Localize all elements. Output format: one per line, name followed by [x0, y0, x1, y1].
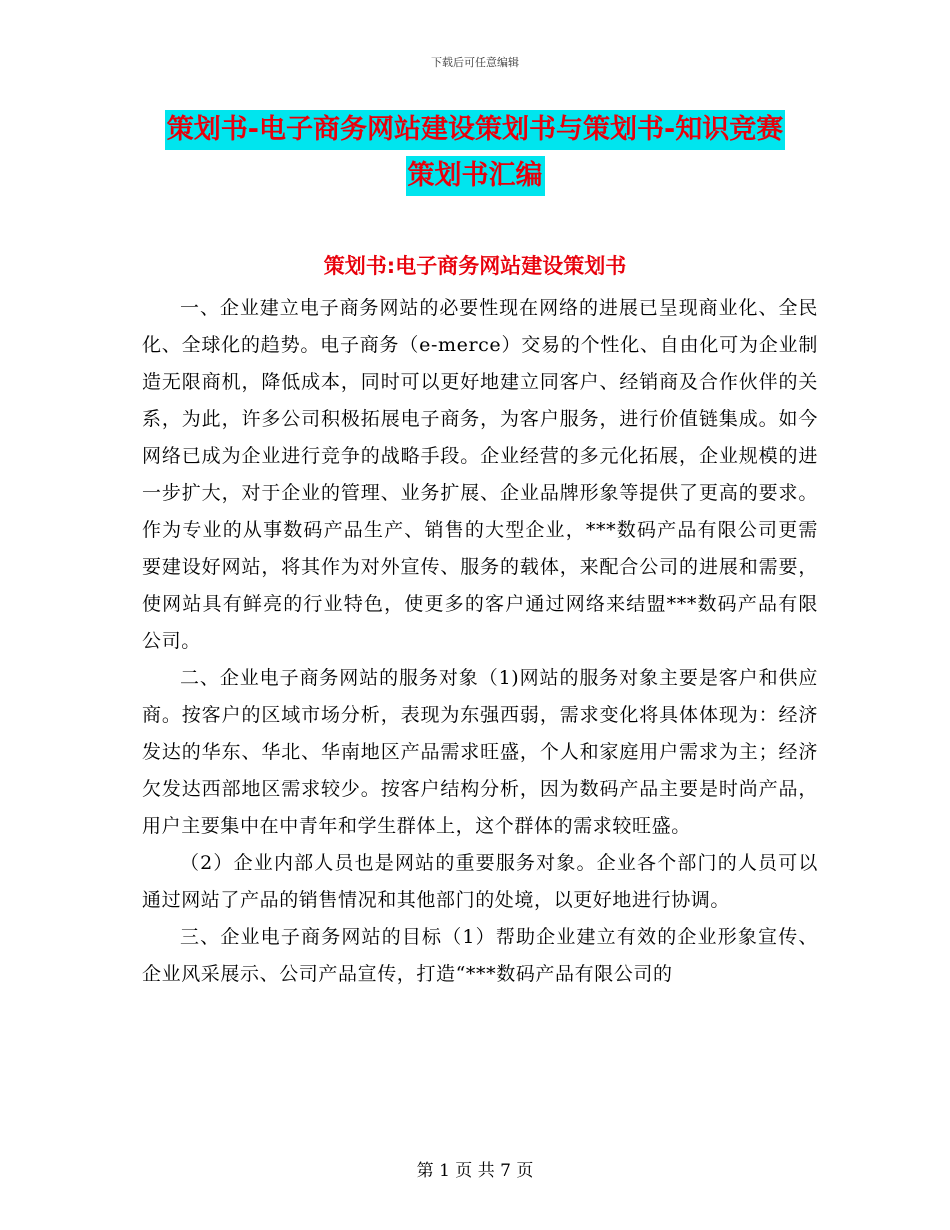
document-title: [0, 110, 950, 196]
section-subtitle: 策划书:电子商务网站建设策划书: [323, 254, 627, 278]
paragraph-service-targets: 二、企业电子商务网站的服务对象（1)网站的服务对象主要是客户和供应商。按客户的区域市场分析，表现为东强西弱，需求变化将具体体现为：经济发达的华东、华北、华南地区产品需求旺盛，个人和家庭用户需求为主；经济欠发达西部地区需求较少。按客户结构分析，因为数码产品主要是时尚产品，用户主要集中在中青年和学生群体上，这个群体的需求较旺盛。: [142, 667, 818, 837]
paragraph-internal-staff: （2）企业内部人员也是网站的重要服务对象。企业各个部门的人员可以通过网站了产品的销售情况和其他部门的处境，以更好地进行协调。: [142, 852, 818, 911]
page-number: 第 1 页 共 7 页: [416, 1161, 534, 1181]
document-body: [142, 290, 818, 993]
title-line-1: 策划书-电子商务网站建设策划书与策划书-知识竞赛: [165, 110, 785, 150]
title-line-2: 策划书汇编: [406, 156, 545, 196]
paragraph-necessity: 一、企业建立电子商务网站的必要性现在网络的进展已呈现商业化、全民化、全球化的趋势。电子商务（e-merce）交易的个性化、自由化可为企业制造无限商机，降低成本，同时可以更好地建立同客户、经销商及合作伙伴的关系，为此，许多公司积极拓展电子商务，为客户服务，进行价值链集成。如今网络已成为企业进行竞争的战略手段。企业经营的多元化拓展，企业规模的进一步扩大，对于企业的管理、业务扩展、企业品牌形象等提供了更高的要求。作为专业的从事数码产品生产、销售的大型企业，***数码产品有限公司更需要建设好网站，将其作为对外宣传、服务的载体，来配合公司的进展和需要，使网站具有鲜亮的行业特色，使更多的客户通过网络来结盟***数码产品有限公司。: [142, 297, 818, 652]
paragraph-goals: 三、企业电子商务网站的目标（1）帮助企业建立有效的企业形象宣传、企业风采展示、公司产品宣传，打造“***数码产品有限公司的: [142, 926, 818, 985]
header-note: 下载后可任意编辑: [431, 56, 519, 69]
